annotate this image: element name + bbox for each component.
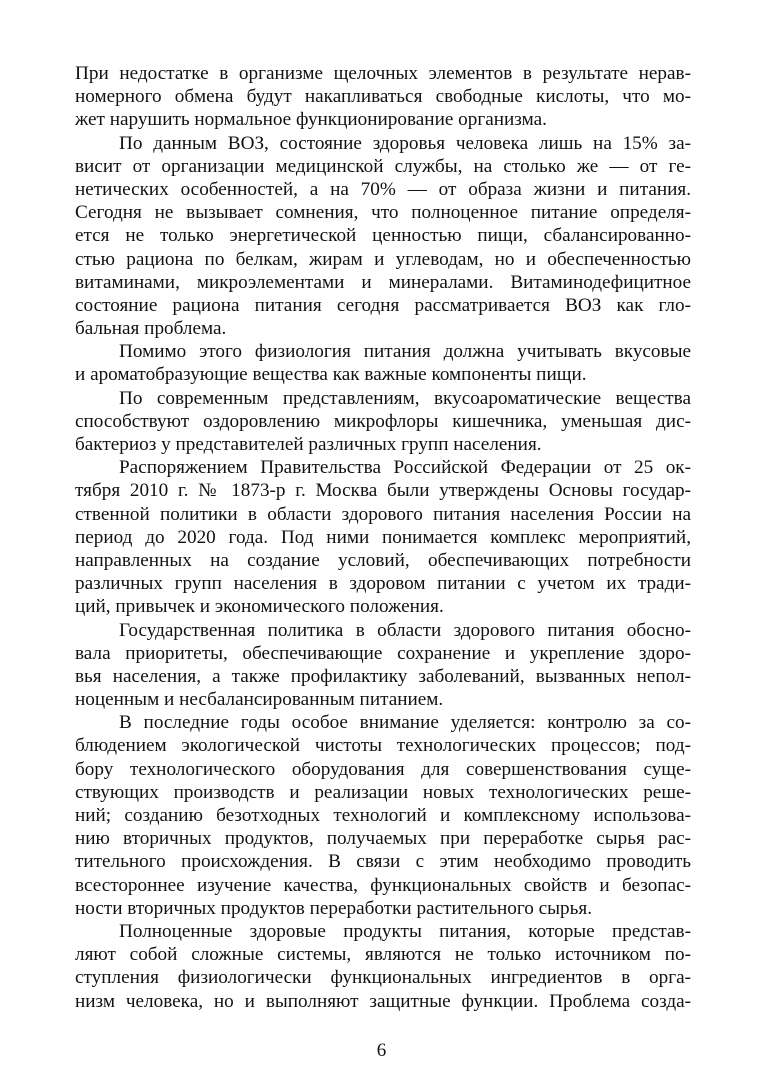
text-line: ляют собой сложные системы, являются не только источником по-: [75, 944, 691, 966]
text-line: всестороннее изучение качества, функциональных свойств и безопас-: [75, 874, 691, 896]
paragraph: [75, 619, 691, 712]
text-line: ций, привычек и экономического положения.: [75, 596, 444, 618]
text-line: блюдением экологической чистоты технологических процессов; под-: [75, 735, 691, 757]
text-line: ноценным и несбалансированным питанием.: [75, 689, 444, 711]
text-line: Государственная политика в области здорового питания обосно-: [119, 619, 691, 641]
text-line: способствуют оздоровлению микрофлоры кишечника, уменьшая дис-: [75, 410, 691, 432]
text-line: ности вторичных продуктов переработки растительного сырья.: [75, 897, 592, 919]
text-line: жет нарушить нормальное функционирование организма.: [75, 109, 547, 131]
text-line: бальная проблема.: [75, 318, 227, 340]
text-line: стью рациона по белкам, жирам и углеводам, но и обеспеченностью: [75, 248, 691, 270]
text-line: ний; созданию безотходных технологий и комплексному использова-: [75, 805, 691, 826]
text-line: различных групп населения в здоровом питании с учетом их тради-: [75, 573, 691, 595]
text-line: Полноценные здоровые продукты питания, которые представ-: [119, 920, 691, 942]
text-line: период до 2020 года. Под ними понимается комплекс мероприятий,: [75, 526, 691, 548]
text-line: вала приоритеты, обеспечивающие сохранение и укрепление здоро-: [75, 642, 691, 664]
text-line: тительного происхождения. В связи с этим необходимо проводить: [75, 851, 691, 873]
text-line: ступления физиологически функциональных ингредиентов в орга-: [75, 967, 691, 989]
page-body: [75, 62, 691, 1013]
text-line: висит от организации медицинской службы, на столько же — от ге-: [75, 155, 691, 177]
paragraph: [75, 920, 691, 1013]
text-line: ствующих производств и реализации новых технологических реше-: [75, 781, 691, 803]
text-line: По современным представлениям, вкусоароматические вещества: [119, 387, 691, 409]
paragraph: [75, 340, 691, 386]
text-line: направленных на создание условий, обеспечивающих потребности: [75, 549, 691, 571]
text-line: нию вторичных продуктов, получаемых при переработке сырья рас-: [75, 828, 691, 850]
text-line: номерного обмена будут накапливаться свободные кислоты, что мо-: [75, 86, 691, 108]
text-line: ственной политики в области здорового питания населения России на: [75, 503, 691, 525]
text-line: витаминами, микроэлементами и минералами. Витаминодефицитное: [75, 271, 691, 293]
text-line: бактериоз у представителей различных групп населения.: [75, 434, 542, 455]
text-line: бору технологического оборудования для совершенствования суще-: [75, 758, 691, 780]
text-line: состояние рациона питания сегодня рассматривается ВОЗ как гло-: [75, 294, 691, 316]
text-line: вья населения, а также профилактику заболеваний, вызванных непол-: [75, 665, 691, 687]
text-line: ется не только энергетической ценностью пищи, сбалансированно-: [75, 225, 691, 247]
paragraph: [75, 132, 691, 341]
text-line: Помимо этого физиология питания должна учитывать вкусовые: [119, 341, 691, 363]
text-line: и ароматобразующие вещества как важные компоненты пищи.: [75, 364, 587, 386]
text-line: низм человека, но и выполняют защитные функции. Проблема созда-: [75, 990, 691, 1012]
paragraph: [75, 456, 691, 618]
paragraph: [75, 62, 691, 132]
text-line: Распоряжением Правительства Российской Федерации от 25 ок-: [119, 457, 691, 479]
paragraph: [75, 387, 691, 457]
text-line: По данным ВОЗ, состояние здоровья человека лишь на 15% за-: [119, 132, 691, 154]
paragraph: [75, 711, 691, 920]
text-line: тября 2010 г. № 1873-р г. Москва были утверждены Основы государ-: [75, 480, 691, 502]
text-line: нетических особенностей, а на 70% — от образа жизни и питания.: [75, 178, 691, 200]
text-line: В последние годы особое внимание уделяется: контролю за со-: [119, 712, 691, 734]
text-line: При недостатке в организме щелочных элементов в результате нерав-: [75, 63, 691, 84]
text-line: Сегодня не вызывает сомнения, что полноценное питание определя-: [75, 202, 691, 224]
page-number: 6: [376, 1040, 387, 1061]
